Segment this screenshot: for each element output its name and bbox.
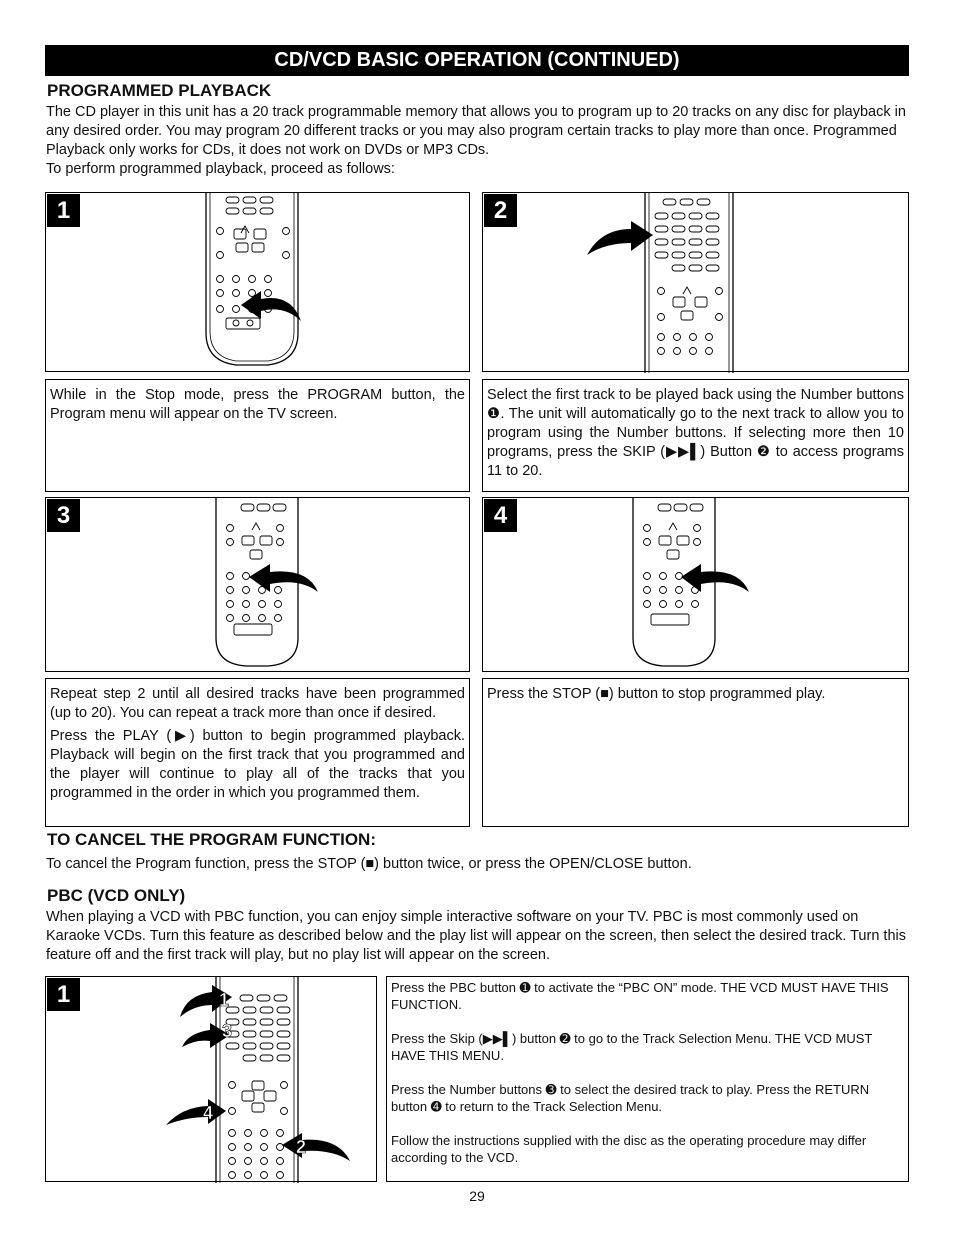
callout-1: 1: [219, 990, 230, 1010]
step-3-instructions: Repeat step 2 until all desired tracks have been programmed (up to 20). You can repeat a track more than once if desired.: [50, 686, 465, 721]
step-4-figure: [482, 497, 909, 672]
step-1-number: 1: [47, 194, 80, 227]
pointer-arrow-icon: [166, 1099, 226, 1125]
remote-control-illustration: [46, 498, 471, 673]
callout-4: 4: [203, 1103, 214, 1123]
pbc-instruction-1: Press the PBC button ➊ to activate the “PBC ON” mode. THE VCD MUST HAVE THIS FUNCTION.: [391, 980, 889, 1012]
step-3-figure: [45, 497, 470, 672]
step-3-play-instructions: Press the PLAY (▶) button to begin programmed playback. Playback will begin on the first track that you programmed and the player will continue to play all of the tracks that you programmed in the order in which you programmed them.: [50, 728, 465, 801]
step-4-text: [482, 678, 909, 827]
pbc-heading: PBC (VCD ONLY): [47, 886, 186, 905]
programmed-playback-intro: The CD player in this unit has a 20 track programmable memory that allows you to program up to 20 tracks on any disc for playback in any desired order. You may program 20 different tracks or you may also program certain tracks to play more than once. Programmed Playback only works for CDs, it does not work on DVDs or MP3 CDs.: [46, 104, 906, 158]
page-title: CD/VCD BASIC OPERATION (CONTINUED): [45, 45, 909, 76]
pbc-instructions-box: [386, 976, 909, 1182]
callout-3: 3: [222, 1021, 233, 1041]
pbc-intro: When playing a VCD with PBC function, you can enjoy simple interactive software on your TV. PBC is most commonly used on Karaoke VCDs. Turn this feature as described below and the play list will appear on the screen, then select the desired track. Turn this feature off and the first track will play, but no play list will appear on the screen.: [46, 909, 906, 963]
cancel-program-text: To cancel the Program function, press the STOP (■) button twice, or press the OPEN/CLOSE button.: [46, 856, 692, 872]
pbc-figure: [45, 976, 377, 1182]
step-1-instructions: While in the Stop mode, press the PROGRAM button, the Program menu will appear on the TV screen.: [50, 387, 465, 422]
pbc-step-number: 1: [47, 978, 80, 1011]
step-2-figure: [482, 192, 909, 372]
remote-control-illustration: [483, 498, 910, 673]
pointer-arrow-icon: [587, 221, 653, 255]
cancel-program-heading: TO CANCEL THE PROGRAM FUNCTION:: [47, 830, 376, 849]
remote-control-illustration: [46, 977, 378, 1183]
step-3-text: [45, 678, 470, 827]
programmed-playback-intro2: To perform programmed playback, proceed as follows:: [46, 161, 395, 177]
pbc-instruction-3: Press the Number buttons ➌ to select the desired track to play. Press the RETURN button ➍ to return to the Track Selection Menu.: [391, 1082, 870, 1114]
callout-2: 2: [296, 1137, 307, 1157]
step-1-text: [45, 379, 470, 492]
page-number: 29: [469, 1188, 485, 1204]
remote-control-illustration: [46, 193, 471, 373]
step-2-number: 2: [484, 194, 517, 227]
step-2-text: [482, 379, 909, 492]
pointer-arrow-icon: [282, 1133, 350, 1161]
step-1-figure: [45, 192, 470, 372]
step-2-instructions: Select the first track to be played back using the Number buttons ❶. The unit will automatically go to the next track to allow you to program using the Number buttons. If selecting more then 10 programs, press the SKIP (▶▶▌) Button ❷ to access programs 11 to 20.: [487, 387, 904, 479]
step-4-instructions: Press the STOP (■) button to stop programmed play.: [487, 686, 826, 702]
step-3-number: 3: [47, 499, 80, 532]
step-4-number: 4: [484, 499, 517, 532]
remote-control-illustration: [483, 193, 910, 373]
pbc-instruction-4: Follow the instructions supplied with the disc as the operating procedure may differ according to the VCD.: [391, 1133, 867, 1165]
programmed-playback-heading: PROGRAMMED PLAYBACK: [47, 81, 272, 100]
pbc-instruction-2: Press the Skip (▶▶▌) button ➋ to go to the Track Selection Menu. THE VCD MUST HAVE THIS MENU.: [391, 1031, 873, 1063]
